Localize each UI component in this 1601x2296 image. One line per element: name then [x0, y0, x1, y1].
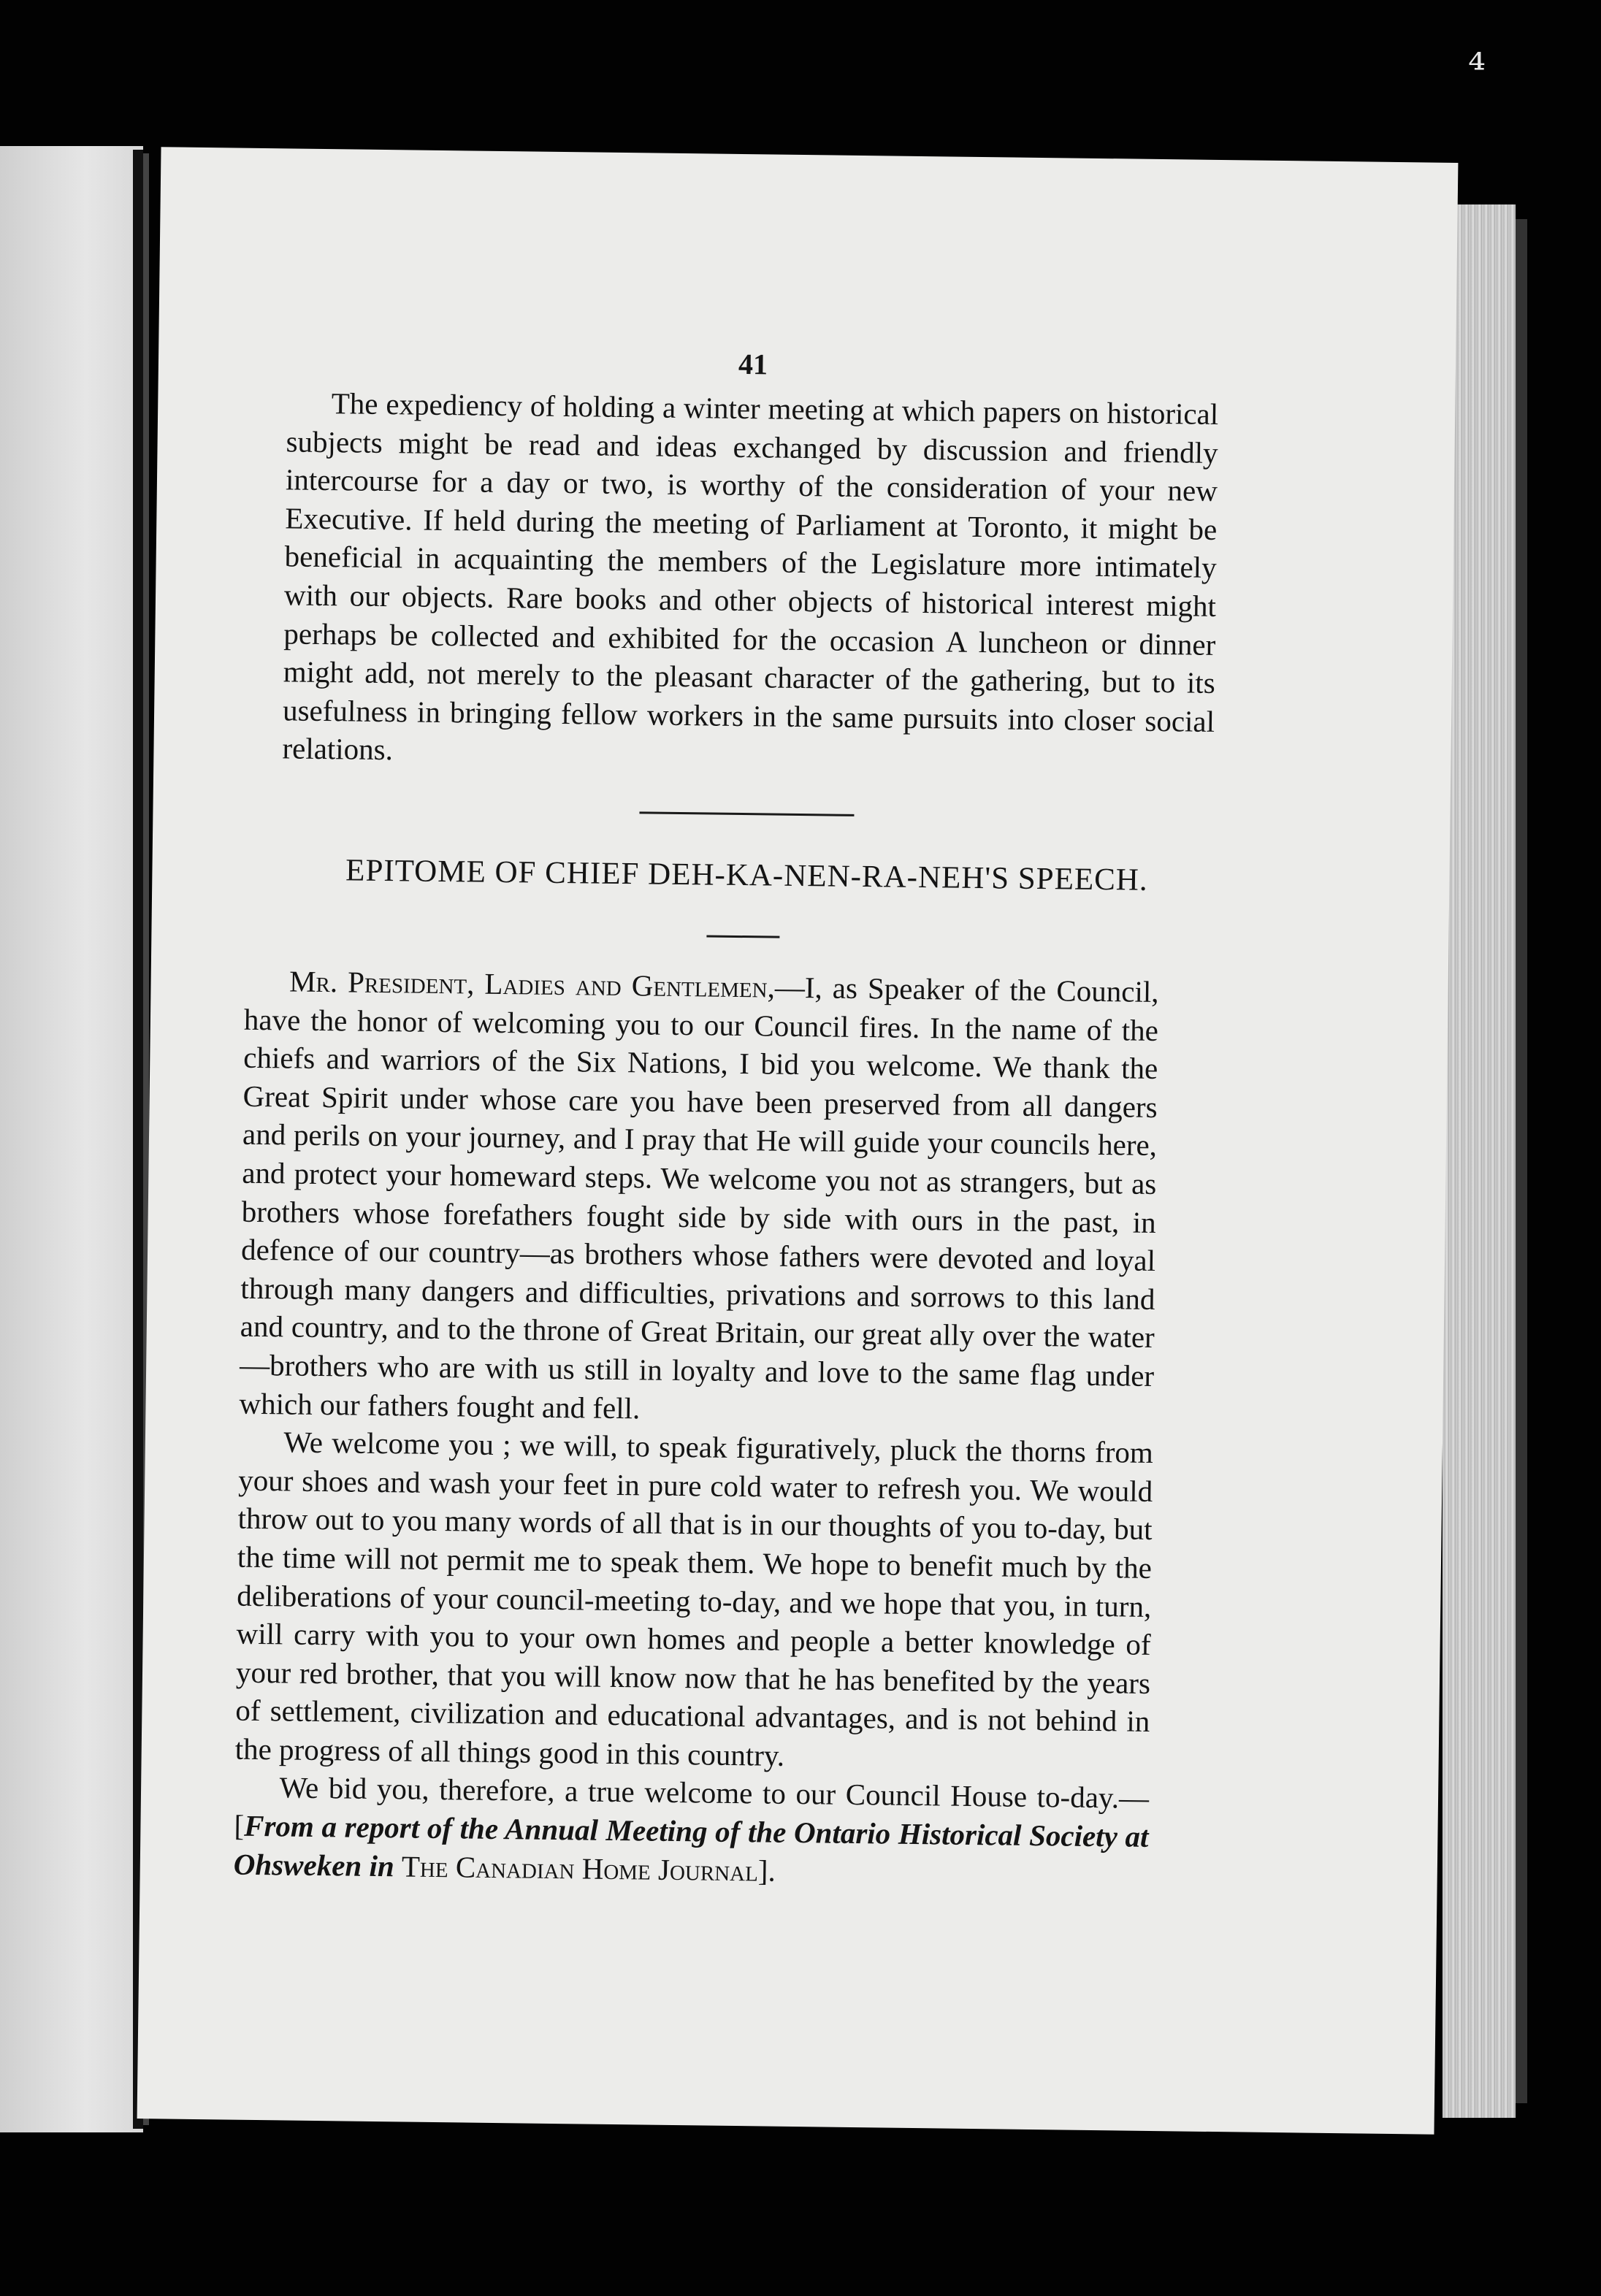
page-stack-shadow: [1516, 219, 1527, 2103]
corner-mark: ⁴: [1468, 44, 1486, 95]
salutation: Mr. President, Ladies and Gentlemen,: [289, 964, 776, 1004]
citation-close: ].: [757, 1853, 776, 1888]
facing-page-edge: [0, 146, 143, 2132]
paragraph-winter-meeting: The expediency of holding a winter meeting at which papers on historical subjects might be read and ideas exchanged by discussion and friendly intercourse for a day or two, is worthy of the consideration of your new Executive. If held during the meeting of Parliament at Toronto, it might be beneficial in acquainting the members of the Legislature more intimately with our objects. Rare books and other objects of historical interest might perhaps be collected and exhibited for the occasion A luncheon or dinner might add, not merely to the pleasant character of the gathering, but to its usefulness in bringing fellow workers in the same pursuits into closer social relations.: [282, 386, 1219, 767]
page-number: 41: [738, 347, 768, 381]
section-divider: [639, 811, 854, 816]
speech-paragraph-1-text: —I, as Speaker of the Council, have the honor of welcoming you to our Council fires. In the name of the chiefs and warriors of the Six Nations, I bid you welcome. We thank the Great Spirit under whose care you have been preserved from all dangers and perils on your journey, and I pray that He will guide your councils here, and protect your homeward steps. We welcome you not as strangers, but as brothers whose forefathers fought side by side with ours in the past, in defence of our country—as brothers whose fathers were devoted and loyal through many dangers and difficulties, privations and sorrows to this land and country, and to the throne of Great Britain, our great ally over the water—brothers who are with us still in loyalty and love to the same flag under which our fathers fought and fell.: [239, 970, 1159, 1425]
speech-paragraph-3: [234, 1768, 1150, 1894]
speech-body: [234, 962, 1159, 1894]
page-content: [233, 148, 1222, 1888]
book-page: [137, 147, 1459, 2134]
citation: From a report of the Annual Meeting of the Ontario Historical Society at Ohsweken in: [233, 1808, 1149, 1883]
speech-paragraph-3-text: We bid you, therefore, a true welcome to our Council House to-day.—[: [234, 1770, 1150, 1842]
speech-paragraph-2: We welcome you ; we will, to speak figuratively, pluck the thorns from your shoes and wash your feet in pure cold water to refresh you. We would throw out to you many words of all that is in our thoughts of you to-day, but the time will not permit me to speak them. We hope to benefit much by the deliberations of your council-meeting to-day, and we hope that you, in turn, will carry with you to your own homes and people a better knowledge of your red brother, that you will know now that he has benefited by the years of settlement, civilization and educational advantages, and is not behind in the progress of all things good in this country.: [234, 1425, 1154, 1772]
section-heading: EPITOME OF CHIEF DEH-KA-NEN-RA-NEH'S SPEECH.: [345, 853, 1148, 898]
journal-title: The Canadian Home Journal: [401, 1849, 759, 1888]
speech-paragraph-1: [239, 962, 1159, 1434]
heading-underline: [706, 935, 779, 938]
